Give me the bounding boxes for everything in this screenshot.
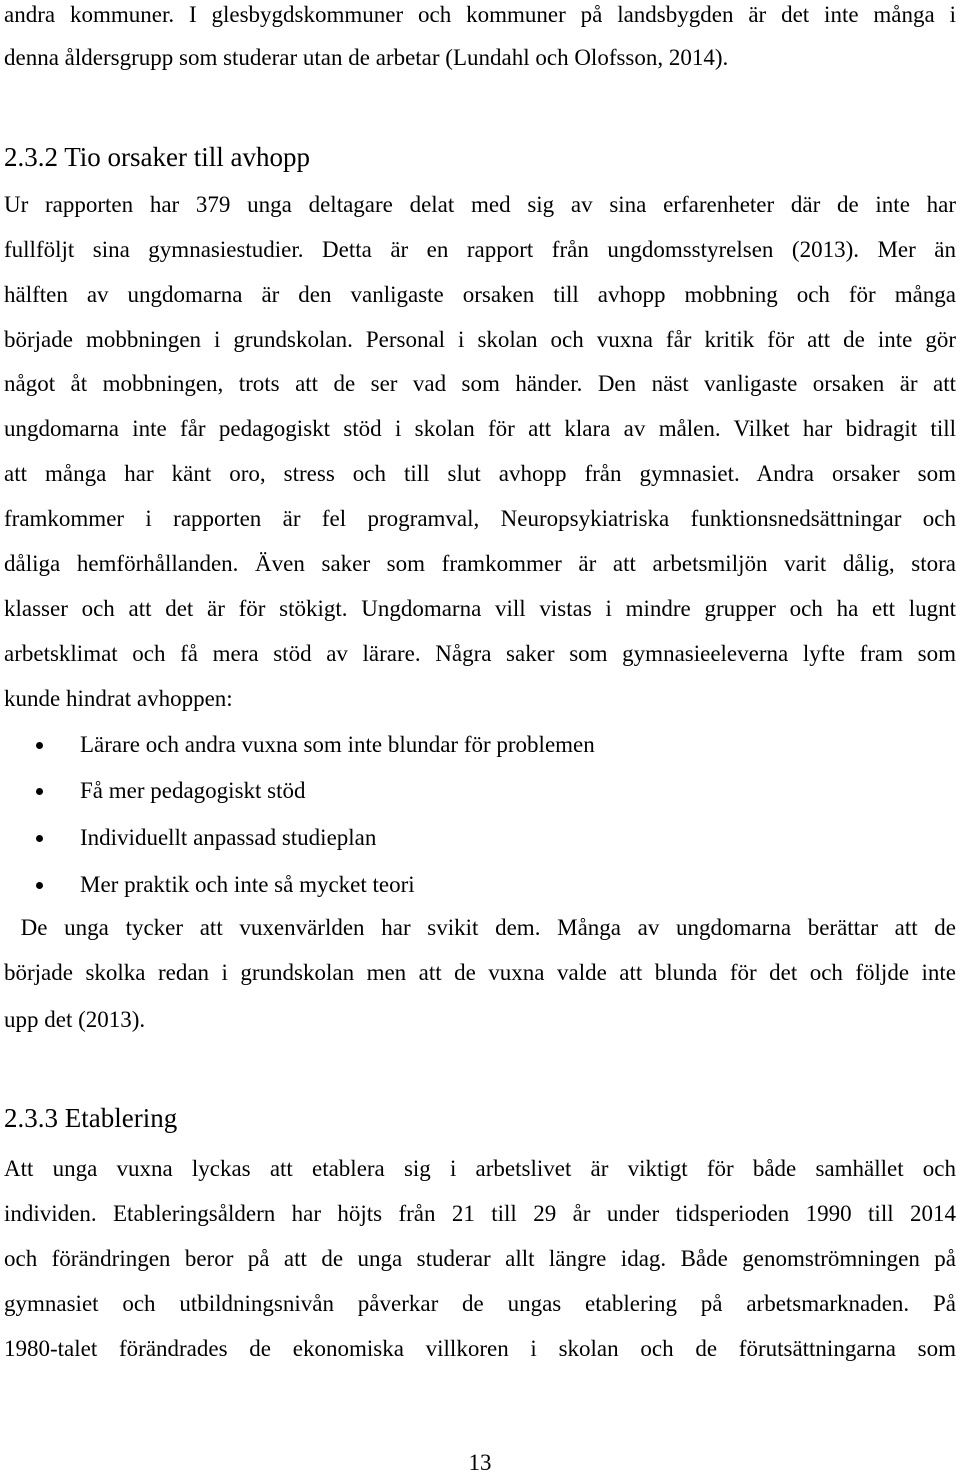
paragraph-line: 1980-talet förändrades de ekonomiska villkoren i skolan och de förutsättningarna som (4, 1336, 956, 1361)
paragraph-line: Ur rapporten har 379 unga deltagare delat med sig av sina erfarenheter där de inte har (4, 192, 956, 217)
paragraph-line: gymnasiet och utbildningsnivån påverkar de ungas etablering på arbetsmarknaden. På (4, 1291, 956, 1316)
paragraph-line: denna åldersgrupp som studerar utan de arbetar (Lundahl och Olofsson, 2014). (4, 45, 729, 70)
section-heading-2-3-2: 2.3.2 Tio orsaker till avhopp (4, 142, 311, 172)
paragraph-line: arbetsklimat och få mera stöd av lärare. Några saker som gymnasieeleverna lyfte fram som (4, 641, 956, 666)
paragraph-line: att många har känt oro, stress och till slut avhopp från gymnasiet. Andra orsaker som (4, 461, 956, 486)
paragraph-line: Att unga vuxna lyckas att etablera sig i arbetslivet är viktigt för både samhället och (4, 1156, 956, 1181)
bullet-icon (36, 882, 43, 889)
paragraph-line: kunde hindrat avhoppen: (4, 686, 233, 711)
paragraph-line: något åt mobbningen, trots att de ser vad som händer. Den näst vanligaste orsaken är att (4, 371, 956, 396)
page-number: 13 (468, 1450, 492, 1475)
paragraph-line: hälften av ungdomarna är den vanligaste orsaken till avhopp mobbning och för många (4, 282, 956, 307)
list-item (0, 730, 960, 760)
paragraph-line: klasser och att det är för stökigt. Ungdomarna vill vistas i mindre grupper och ha ett lugnt (4, 596, 956, 621)
list-item-text: Mer praktik och inte så mycket teori (80, 872, 415, 897)
paragraph-line: upp det (2013). (4, 1007, 146, 1032)
bullet-icon (36, 788, 43, 795)
paragraph-line: fullföljt sina gymnasiestudier. Detta är en rapport från ungdomsstyrelsen (2013). Mer än (4, 237, 956, 262)
paragraph-line: individen. Etableringsåldern har höjts från 21 till 29 år under tidsperioden 1990 till 2014 (4, 1201, 956, 1226)
bullet-icon (36, 835, 43, 842)
list-item-text: Få mer pedagogiskt stöd (80, 778, 306, 803)
paragraph-line: dåliga hemförhållanden. Även saker som framkommer är att arbetsmiljön varit dålig, stora (4, 551, 956, 576)
paragraph-line: och förändringen beror på att de unga studerar allt längre idag. Både genomströmningen på (4, 1246, 956, 1271)
list-item (0, 776, 960, 806)
paragraph-line: De unga tycker att vuxenvärlden har svikit dem. Många av ungdomarna berättar att de (4, 915, 956, 940)
paragraph-line: andra kommuner. I glesbygdskommuner och kommuner på landsbygden är det inte många i (4, 2, 956, 27)
paragraph-line: började mobbningen i grundskolan. Personal i skolan och vuxna får kritik för att de inte gör (4, 327, 956, 352)
list-item-text: Individuellt anpassad studieplan (80, 825, 377, 850)
list-item-text: Lärare och andra vuxna som inte blundar för problemen (80, 732, 595, 757)
paragraph-line: ungdomarna inte får pedagogiskt stöd i skolan för att klara av målen. Vilket har bidragit till (4, 416, 956, 441)
paragraph-line: började skolka redan i grundskolan men att de vuxna valde att blunda för det och följde inte (4, 960, 956, 985)
bullet-icon (36, 742, 43, 749)
paragraph-line: framkommer i rapporten är fel programval, Neuropsykiatriska funktionsnedsättningar och (4, 506, 956, 531)
list-item (0, 823, 960, 853)
list-item (0, 870, 960, 900)
section-heading-2-3-3: 2.3.3 Etablering (4, 1103, 178, 1133)
